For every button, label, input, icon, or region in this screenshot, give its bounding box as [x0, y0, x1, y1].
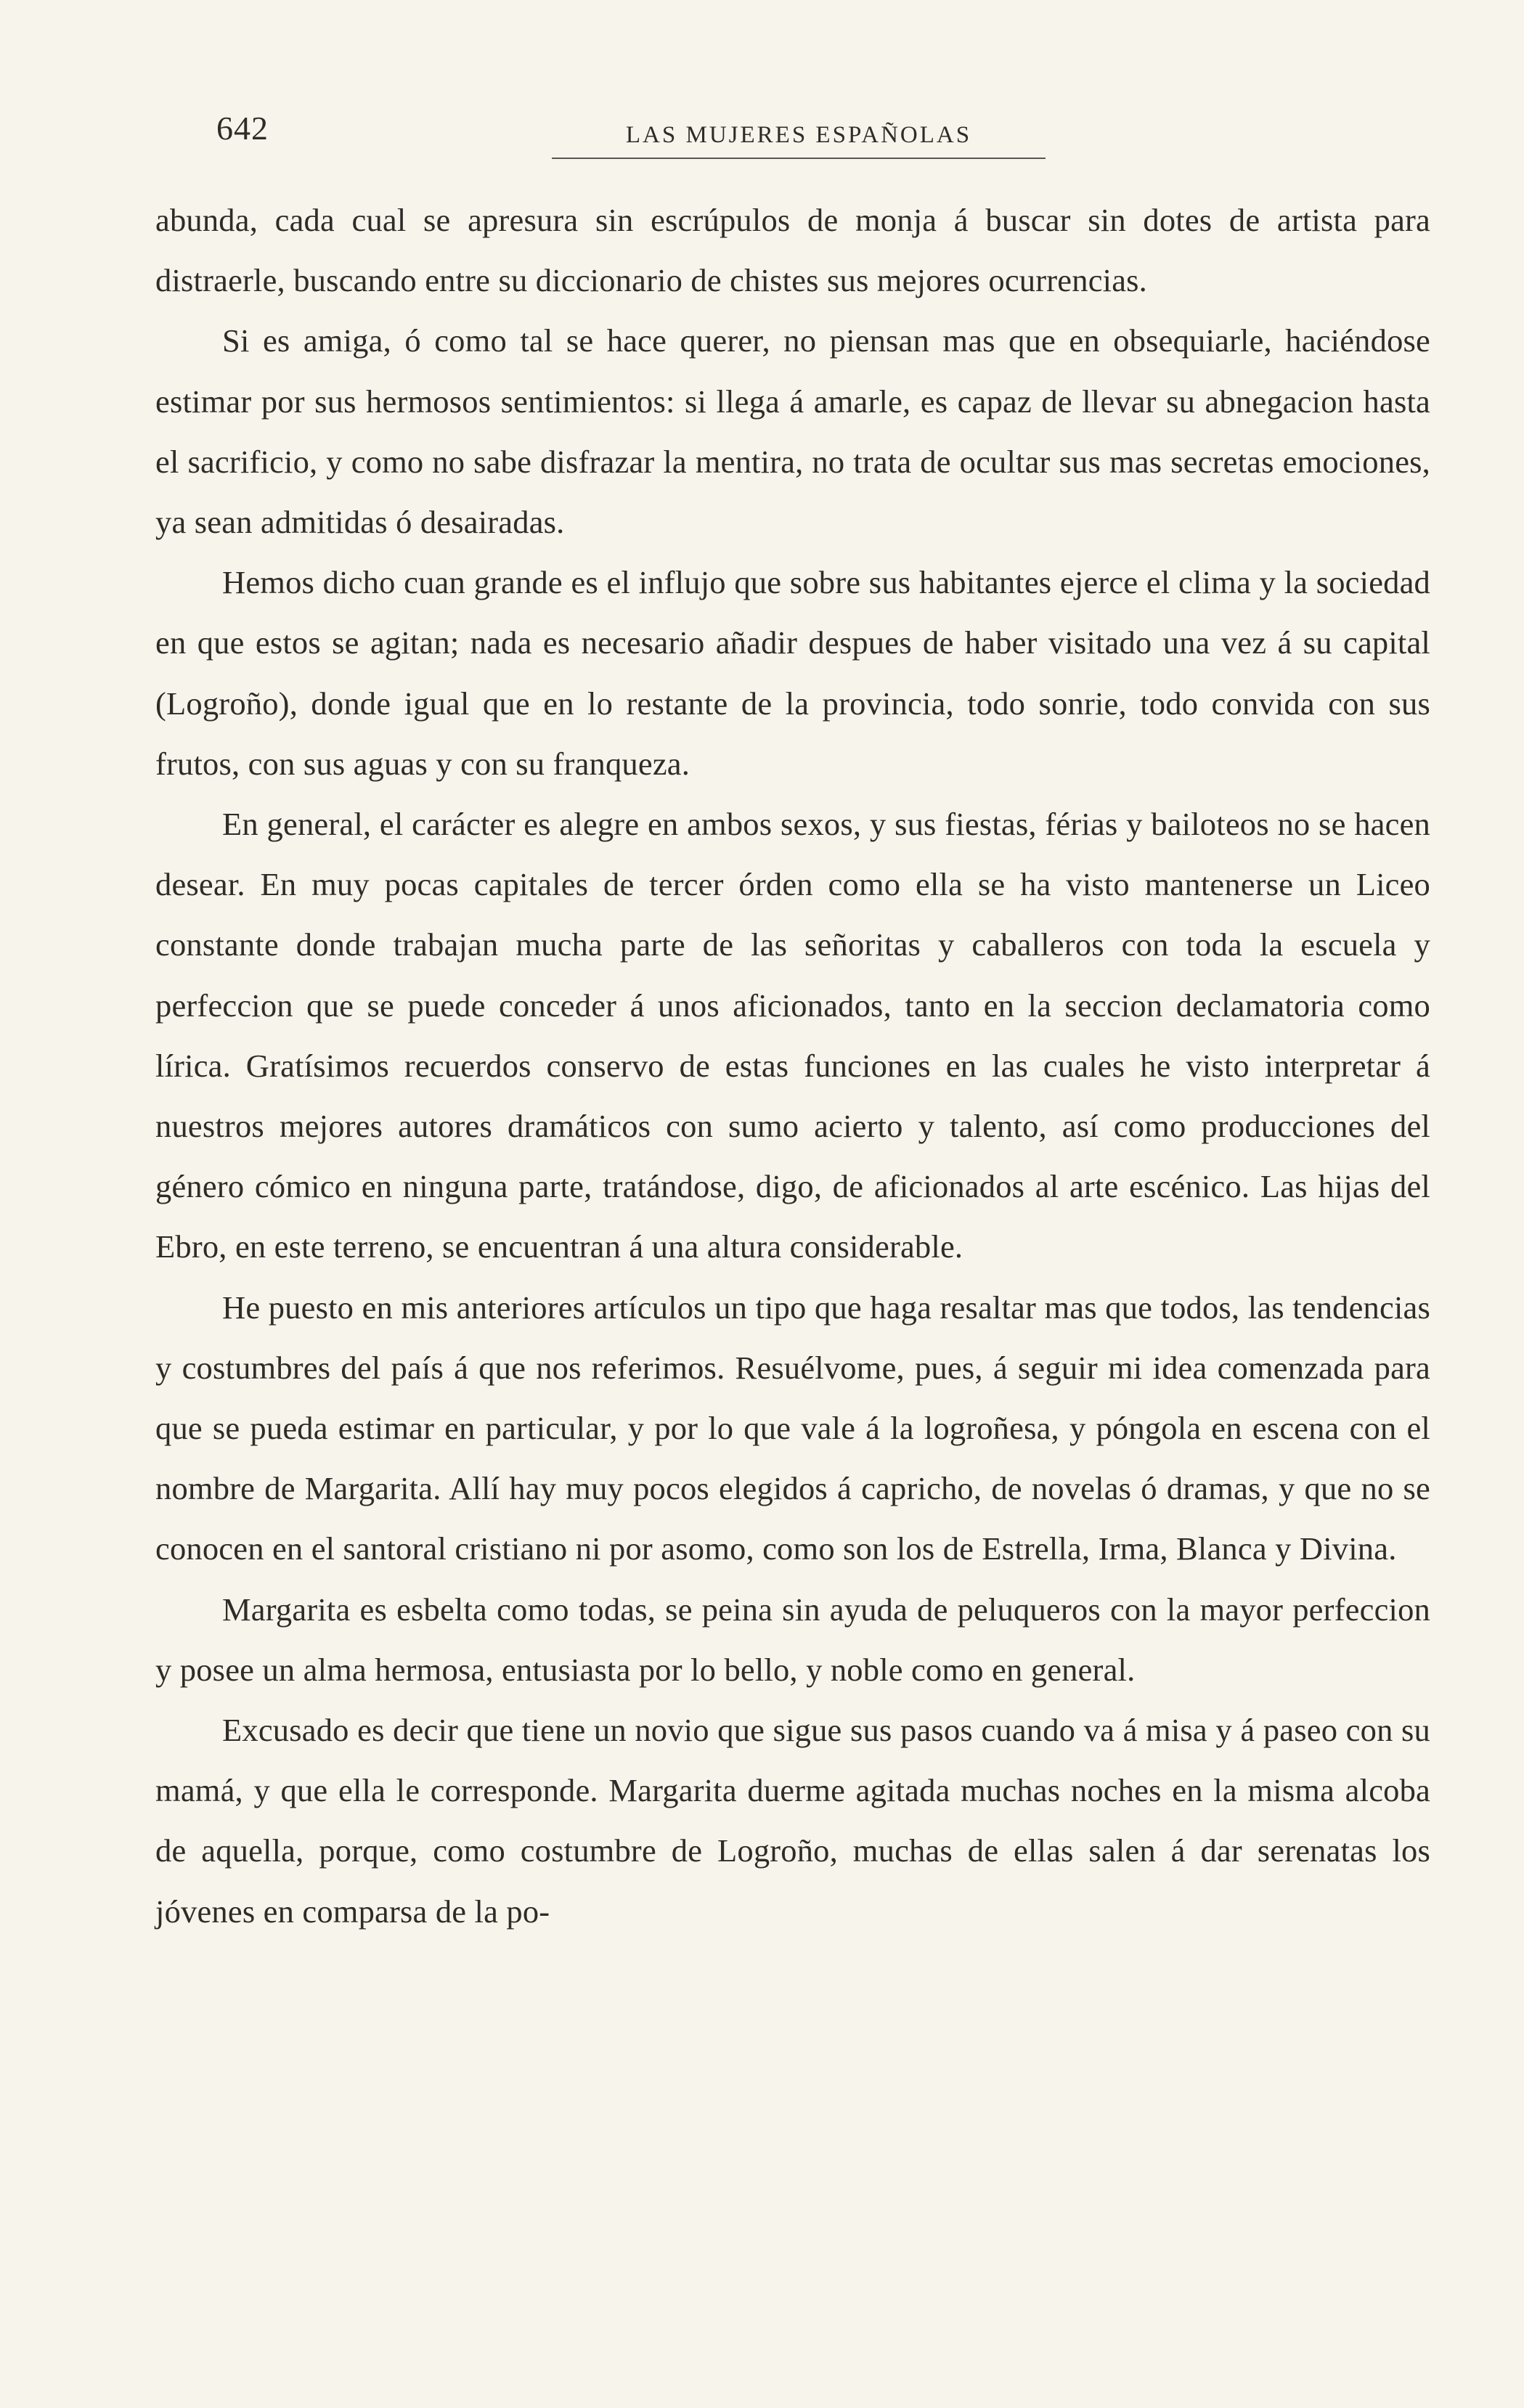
running-head — [0, 109, 1524, 167]
paragraph: Hemos dicho cuan grande es el influjo que sobre sus habitantes ejerce el clima y la sociedad en que estos se agitan; nada es necesario añadir despues de haber visitado una vez á su capital (Logroño), donde igual que en lo restante de la provincia, todo sonrie, todo convida con sus frutos, con sus aguas y con su franqueza. — [155, 564, 1430, 782]
paragraph: He puesto en mis anteriores artículos un tipo que haga resaltar mas que todos, las tendencias y costumbres del país á que nos referimos. Resuélvome, pues, á seguir mi idea comenzada para que se pueda estimar en particular, y por lo que vale á la logroñesa, y póngola en escena con el nombre de Margarita. Allí hay muy pocos elegidos á capricho, de novelas ó dramas, y que no se conocen en el santoral cristiano ni por asomo, como son los de Estrella, Irma, Blanca y Divina. — [155, 1289, 1430, 1567]
page-number: 642 — [216, 110, 269, 147]
running-title: LAS MUJERES ESPAÑOLAS — [552, 122, 1046, 159]
paragraph: Si es amiga, ó como tal se hace querer, no piensan mas que en obsequiarle, haciéndose estimar por sus hermosos sentimientos: si llega á amarle, es capaz de llevar su abnegacion hasta el sacrificio, y como no sabe disfrazar la mentira, no trata de ocultar sus mas secretas emociones, ya sean admitidas ó desairadas. — [155, 322, 1430, 541]
body-text — [155, 190, 1430, 1942]
paragraph: abunda, cada cual se apresura sin escrúpulos de monja á buscar sin dotes de artista para distraerle, buscando entre su diccionario de chistes sus mejores ocurrencias. — [155, 202, 1430, 299]
paragraph: En general, el carácter es alegre en ambos sexos, y sus fiestas, férias y bailoteos no se hacen desear. En muy pocas capitales de tercer órden como ella se ha visto mantenerse un Liceo constante donde trabajan mucha parte de las señoritas y caballeros con toda la escuela y perfeccion que se puede conceder á unos aficionados, tanto en la seccion declamatoria como lírica. Gratísimos recuerdos conservo de estas funciones en las cuales he visto interpretar á nuestros mejores autores dramáticos con sumo acierto y talento, así como producciones del género cómico en ninguna parte, tratándose, digo, de aficionados al arte escénico. Las hijas del Ebro, en este terreno, se encuentran á una altura considerable. — [155, 806, 1430, 1265]
paragraph: Excusado es decir que tiene un novio que sigue sus pasos cuando va á misa y á paseo con su mamá, y que ella le corresponde. Margarita duerme agitada muchas noches en la misma alcoba de aquella, porque, como costumbre de Logroño, muchas de ellas salen á dar serenatas los jóvenes en comparsa de la po- — [155, 1712, 1430, 1930]
paragraph: Margarita es esbelta como todas, se peina sin ayuda de peluqueros con la mayor perfeccion y posee un alma hermosa, entusiasta por lo bello, y noble como en general. — [155, 1591, 1430, 1688]
